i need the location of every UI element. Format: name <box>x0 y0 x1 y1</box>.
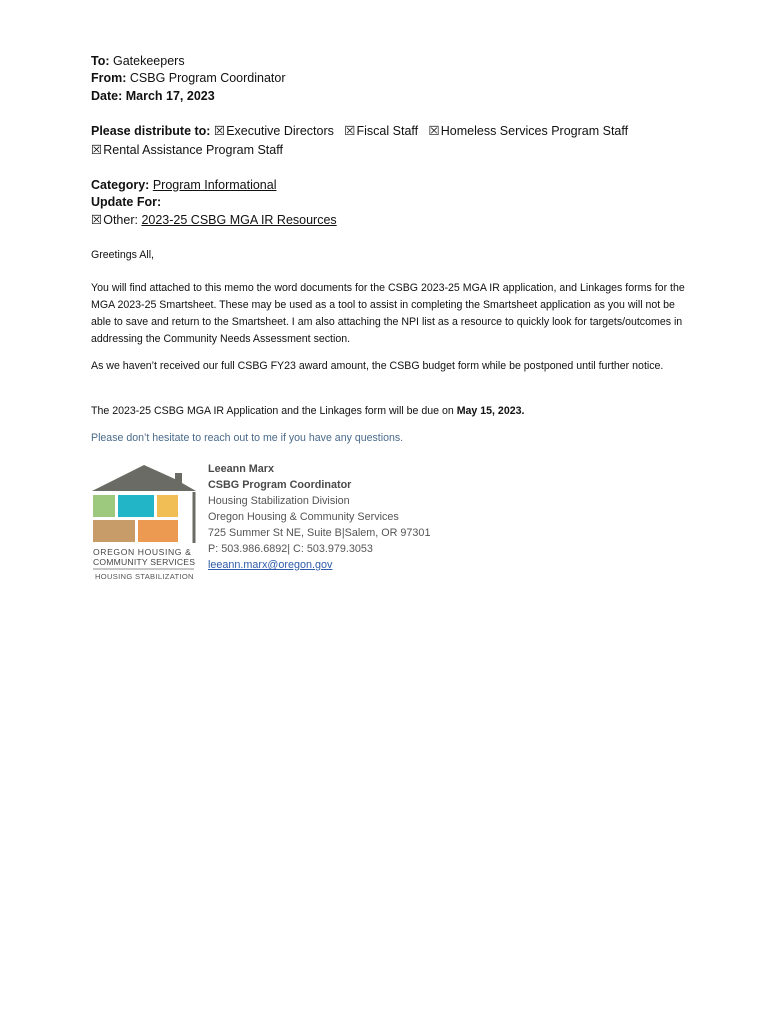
signature-division: Housing Stabilization Division <box>208 495 350 507</box>
logo-text-2: COMMUNITY SERVICES <box>93 557 196 567</box>
checkbox-icon: ☒ <box>213 124 226 138</box>
other-value: 2023-25 CSBG MGA IR Resources <box>141 213 337 227</box>
signature-name: Leeann Marx <box>208 463 275 475</box>
other-line <box>91 212 337 229</box>
signature-block <box>208 461 430 573</box>
logo-block-yellow <box>157 495 178 517</box>
date-line <box>91 88 215 105</box>
category-line <box>91 177 277 194</box>
logo-text-3: HOUSING STABILIZATION <box>95 572 194 581</box>
logo-roof <box>92 465 196 491</box>
paragraph-2: As we haven’t received our full CSBG FY23 award amount, the CSBG budget form while be postponed until further notice. <box>91 360 664 372</box>
signature-phones: P: 503.986.6892| C: 503.979.3053 <box>208 543 373 555</box>
update-for-label: Update For: <box>91 195 162 209</box>
signature-address: 725 Summer St NE, Suite B|Salem, OR 97301 <box>208 527 431 539</box>
category-value: Program Informational <box>152 178 277 192</box>
paragraph-3 <box>91 403 691 420</box>
to-label: To: <box>91 54 110 68</box>
checkbox-icon: ☒ <box>91 213 103 227</box>
distribution-item: Rental Assistance Program Staff <box>103 143 283 157</box>
greeting: Greetings All, <box>91 249 155 261</box>
closing-line: Please don’t hesitate to reach out to me if you have any questions. <box>91 432 404 444</box>
distribution-item: Homeless Services Program Staff <box>440 124 629 138</box>
distribution-line <box>91 123 628 140</box>
other-label: Other: <box>103 213 138 227</box>
logo-block-tan <box>93 520 135 542</box>
paragraph-1: You will find attached to this memo the word documents for the CSBG 2023-25 MGA IR application, and Linkages forms for the MGA 2023-25 Smartsheet. These may be used as a tool to assist in completing the Smartsheet application as you will not be able to save and return to the Smartsheet. I am also attaching the NPI list as a resource to quickly look for targets/outcomes in addressing the Community Needs Assessment section. <box>91 282 685 345</box>
to-value: Gatekeepers <box>113 54 185 68</box>
checkbox-icon: ☒ <box>344 124 356 138</box>
checkbox-icon: ☒ <box>428 124 440 138</box>
signature-title: CSBG Program Coordinator <box>208 479 352 491</box>
category-label: Category: <box>91 178 150 192</box>
distribution-item: Fiscal Staff <box>356 124 419 138</box>
distribution-line-2 <box>91 142 283 159</box>
update-for-line <box>91 194 161 211</box>
date-text: Date: March 17, 2023 <box>91 89 215 103</box>
logo-block-orange <box>138 520 178 542</box>
ohcs-logo <box>90 462 198 584</box>
from-line <box>91 70 286 87</box>
logo-text-1: OREGON HOUSING & <box>93 547 192 557</box>
logo-block-teal <box>118 495 154 517</box>
distribution-label: Please distribute to: <box>91 124 211 138</box>
signature-agency: Oregon Housing & Community Services <box>208 511 399 523</box>
distribution-item: Executive Directors <box>226 124 334 138</box>
paragraph-3-text: The 2023-25 CSBG MGA IR Application and the Linkages form will be due on <box>91 405 454 417</box>
logo-frame-right <box>181 495 194 543</box>
to-line <box>91 53 185 70</box>
from-label: From: <box>91 71 127 85</box>
from-value: CSBG Program Coordinator <box>129 71 286 85</box>
checkbox-icon: ☒ <box>91 143 103 157</box>
email-link[interactable]: leeann.marx@oregon.gov <box>208 559 333 571</box>
due-date: May 15, 2023. <box>456 405 525 417</box>
logo-block-green <box>93 495 115 517</box>
